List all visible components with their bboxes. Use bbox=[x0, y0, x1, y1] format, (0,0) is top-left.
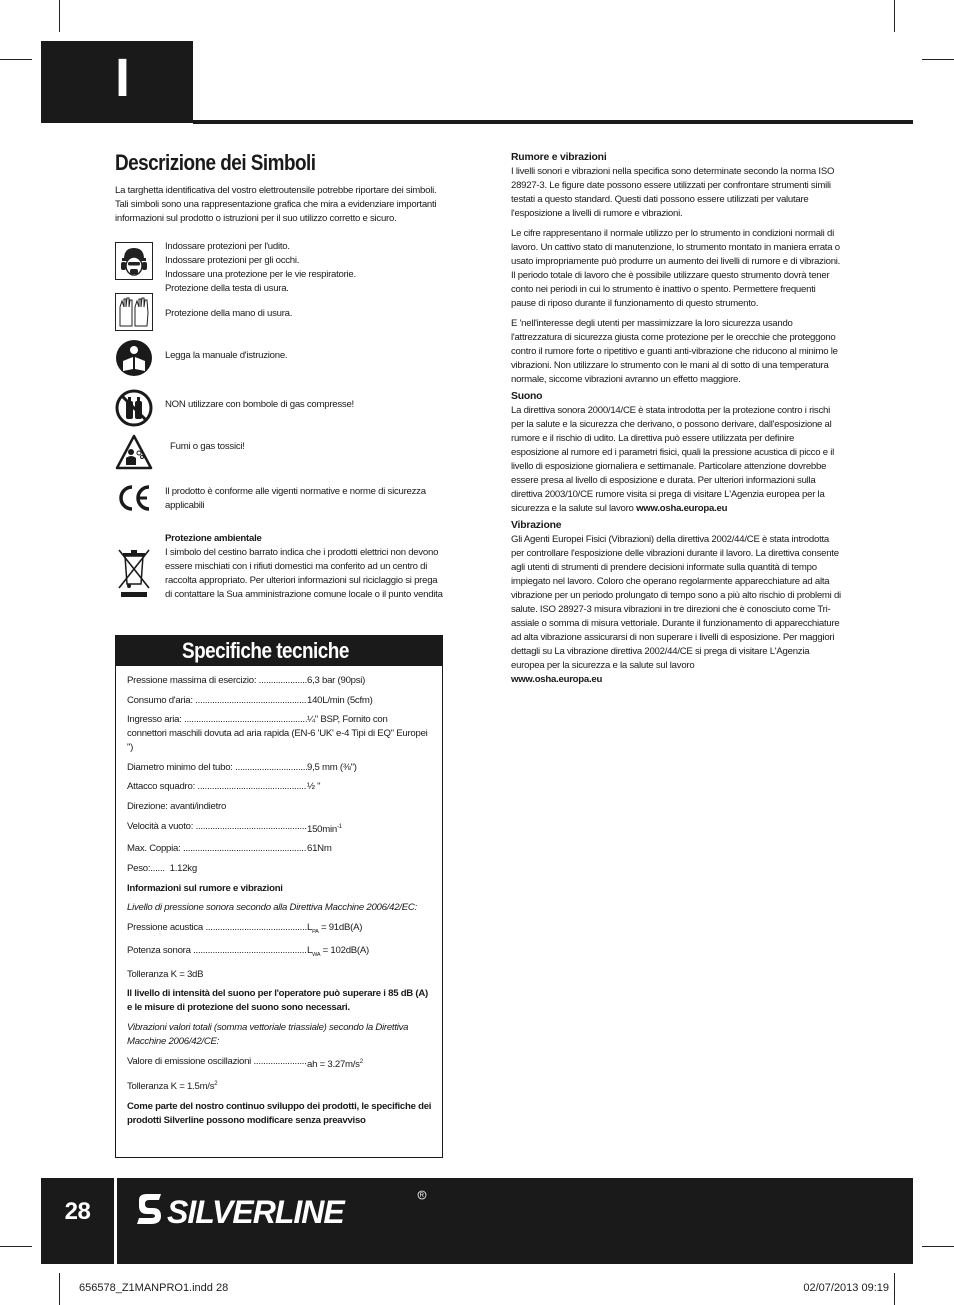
ce-text: Il prodotto è conforme alle vigenti normative e norme di sicurezza applicabili bbox=[165, 486, 426, 511]
spec-label: Velocità a vuoto: ..... bbox=[127, 820, 307, 837]
toxic-text: Fumi o gas tossici! bbox=[170, 441, 245, 452]
spec-label: Potenza sonora ..... bbox=[127, 944, 307, 962]
spec-air-consumption bbox=[127, 694, 432, 708]
spec-no-load-speed bbox=[127, 820, 432, 837]
spec-value bbox=[307, 1055, 363, 1072]
spec-value bbox=[307, 944, 369, 962]
spec-value-sup: 2 bbox=[359, 1058, 363, 1065]
silverline-logo bbox=[135, 1186, 435, 1236]
footer-bar bbox=[41, 1178, 913, 1264]
specifications-body bbox=[116, 666, 442, 1128]
top-rule bbox=[193, 120, 913, 124]
paragraph bbox=[511, 404, 841, 516]
spec-value-symbol: L bbox=[307, 921, 313, 933]
environment-title: Protezione ambientale bbox=[165, 533, 262, 544]
no-gas-cylinder-icon bbox=[115, 389, 153, 427]
paragraph-text: La direttiva sonora 2000/14/CE è stata introdotta per la protezione contro i rischi per la salute e la sicurezza che derivano, o possono derivare, dall'esposizione al rumore e il rischio di udito. La direttiva può essere utilizzata per definire esposizione al rumore ed i parametri fisici, quali la pressione acustica di picco e il livello di esposizione giornaliera e settimanale. Particolare attenzione dovrebbe essere presa al livello di esposizione e durata. Per ulteriori informazioni sulla direttiva 2003/10/CE rumore visita si prega di visitare L'Agenzia europea per la sicurezza e la salute sul lavoro bbox=[511, 405, 834, 514]
spec-vibration-emission bbox=[127, 1055, 432, 1072]
spec-value-symbol: L bbox=[307, 945, 313, 957]
spec-label: Pressione massima di esercizio: ..... bbox=[127, 674, 307, 688]
environment-body: I simbolo del cestino barrato indica che i prodotti elettrici non devono essere mischiati con i rifiuti domestici ma conferito ad un centro di raccolta appropriato. Per ulteriori informazioni sul riciclaggio si prega di contattare la Sua amministrazione comune locale o il punto vendita bbox=[165, 547, 443, 600]
crop-mark bbox=[59, 0, 60, 32]
osha-link[interactable]: www.osha.europa.eu bbox=[511, 674, 603, 685]
spec-value: 9,5 mm (⅜") bbox=[307, 761, 357, 773]
symbols-section bbox=[115, 150, 445, 600]
spec-tolerance-sound: Tolleranza K = 3dB bbox=[127, 968, 204, 980]
vibration-note: Vibrazioni valori totali (somma vettoriale triassiale) secondo la Direttiva Macchine 2006/42/CE: bbox=[127, 1021, 409, 1047]
specifications-header bbox=[116, 636, 442, 666]
ppe-icon bbox=[115, 242, 153, 280]
spec-direction: Direzione: avanti/indietro bbox=[127, 800, 227, 812]
gas-text: NON utilizzare con bombole di gas compresse! bbox=[165, 399, 354, 410]
footer-separator bbox=[114, 1178, 117, 1264]
spec-label: Max. Coppia: ..... bbox=[127, 842, 307, 856]
language-tab bbox=[41, 41, 193, 123]
heading-noise-vibration: Rumore e vibrazioni bbox=[511, 152, 607, 163]
gloves-icon bbox=[115, 293, 153, 331]
spec-value: 61Nm bbox=[307, 843, 332, 855]
ppe-line: Indossare protezioni per gli occhi. bbox=[165, 255, 300, 266]
spec-sound-pressure bbox=[127, 921, 432, 939]
manual-text: Legga la manuale d'istruzione. bbox=[165, 350, 288, 361]
symbols-intro: La targhetta identificativa del vostro elettroutensile potrebbe riportare dei simboli. Tali simboli sono una rappresentazione grafica che mira a evidenziare importanti informazioni sul prodotto o istruzioni per il suo utilizzo corretto e sicuro. bbox=[115, 185, 437, 224]
spec-air-inlet-detail: connettori maschili dovuta ad aria rapida (EN-6 'UK' e-4 Tipi di EQ" Europei ") bbox=[127, 728, 428, 754]
crop-mark bbox=[922, 59, 954, 60]
spec-value-sup: -1 bbox=[336, 823, 342, 830]
crop-mark bbox=[59, 1273, 60, 1305]
spec-value bbox=[307, 921, 362, 939]
spec-pressure bbox=[127, 674, 432, 688]
gloves-text: Protezione della mano di usura. bbox=[165, 308, 293, 319]
ppe-line: Indossare protezioni per l'udito. bbox=[165, 241, 290, 252]
spec-tolerance-vibration bbox=[127, 1077, 432, 1094]
page-number: 28 bbox=[64, 1198, 91, 1225]
noise-vibration-heading: Informazioni sul rumore e vibrazioni bbox=[127, 882, 283, 894]
language-code: I bbox=[115, 48, 131, 108]
spec-value-sub: WA bbox=[312, 952, 321, 959]
heading-vibration: Vibrazione bbox=[511, 520, 562, 531]
environment-text bbox=[165, 532, 445, 602]
spec-value-text: Tolleranza K = 1.5m/s bbox=[127, 1081, 215, 1093]
spec-label: Ingresso aria: ..... bbox=[127, 713, 307, 727]
spec-value-text: = 102dB(A) bbox=[320, 945, 369, 957]
spec-label: Pressione acustica ..... bbox=[127, 921, 307, 939]
spec-value: 6,3 bar (90psi) bbox=[307, 675, 366, 686]
specifications-title: Specifiche tecniche bbox=[182, 638, 349, 663]
spec-sound-power bbox=[127, 944, 432, 962]
spec-value-sup: 2 bbox=[214, 1081, 218, 1088]
svg-text:R: R bbox=[419, 1193, 424, 1199]
specifications-box bbox=[115, 635, 443, 1158]
spec-value-text: = 91dB(A) bbox=[318, 921, 363, 933]
spec-value bbox=[307, 820, 342, 837]
ce-mark-icon bbox=[115, 479, 153, 517]
spec-value: 1.12kg bbox=[169, 862, 197, 874]
spec-label: Valore di emissione oscillazioni ..... bbox=[127, 1055, 307, 1072]
spec-change-notice: Come parte del nostro continuo sviluppo dei prodotti, le specifiche dei prodotti Silverline possono modificare senza preavviso bbox=[127, 1101, 432, 1127]
paragraph: I livelli sonori e vibrazioni nella specifica sono determinate secondo la norma ISO 28927-3. Le figure date possono essere utilizzati per confrontare strumenti simili testati a questo standard. Questi dati possono essere utilizzati per valutare l'esposizione a livelli di rumore e vibrazioni. bbox=[511, 166, 835, 219]
spec-value-text: ah = 3.27m/s bbox=[307, 1058, 360, 1070]
spec-max-torque bbox=[127, 842, 432, 856]
osha-link[interactable]: www.osha.europa.eu bbox=[636, 503, 728, 514]
spec-weight bbox=[127, 862, 432, 876]
crop-mark bbox=[0, 1246, 32, 1247]
spec-label: Peso:...... bbox=[127, 862, 165, 874]
spec-air-inlet bbox=[127, 713, 432, 727]
spec-label: Diametro minimo del tubo: ..... bbox=[127, 761, 307, 775]
paragraph: E 'nell'interesse degli utenti per massimizzare la loro sicurezza usando l'attrezzatura di sicurezza giusta come protezione per le orecchie che proteggono contro il rumore forte o ripetitivo e guanti anti-vibrazione che riducono al minimo le vibrazioni. Non utilizzare lo strumento con le mani al di sotto di una temperatura normale, siccome vibrazioni avranno un effetto maggiore. bbox=[511, 318, 838, 385]
read-manual-icon bbox=[115, 339, 153, 377]
spec-hose-diameter bbox=[127, 761, 432, 775]
spec-label: Attacco squadro: ..... bbox=[127, 780, 307, 794]
spec-value: 140L/min (5cfm) bbox=[307, 694, 373, 706]
spec-value-text: 150min bbox=[307, 823, 337, 835]
spec-square-drive bbox=[127, 780, 432, 794]
toxic-fumes-icon bbox=[115, 433, 153, 471]
noise-vibration-section bbox=[511, 151, 841, 693]
heading-sound: Suono bbox=[511, 391, 543, 402]
crop-mark bbox=[894, 0, 895, 32]
paragraph: Le cifre rappresentano il normale utilizzo per lo strumento in condizioni normali di lavoro. Un cattivo stato di manutenzione, lo strumento montato in maniera errata o usato impropriamente può produrre un aumento dei livelli di rumore e di vibrazioni. Il periodo totale di lavoro che è possibile utilizzare questo strumento dovrà tener conto nei periodi in cui lo strumento è inattivo o spento. Permettere frequenti pause di riposo durante il funzionamento di questo strumento. bbox=[511, 228, 841, 309]
crop-mark bbox=[922, 1246, 954, 1247]
section-title: Descrizione dei Simboli bbox=[115, 150, 316, 175]
ppe-line: Indossare una protezione per le vie respiratorie. bbox=[165, 269, 356, 280]
noise-warning: Il livello di intensità del suono per l'operatore può superare i 85 dB (A) e le misure di protezione del suono sono necessari. bbox=[127, 988, 428, 1014]
spec-label: Consumo d'aria: ..... bbox=[127, 694, 307, 708]
file-slug: 656578_Z1MANPRO1.indd 28 bbox=[79, 1282, 229, 1294]
spec-value: ½ " bbox=[307, 781, 321, 793]
ppe-text bbox=[165, 240, 445, 296]
crop-mark bbox=[894, 1273, 895, 1305]
paragraph-text: Gli Agenti Europei Fisici (Vibrazioni) della direttiva 2002/44/CE è stata introdotta per controllare l'esposizione delle vibrazioni durante il lavoro. La direttiva consente agli utenti di strumenti di prendere decisioni informate sulla quantità di tempo impiegato nel lavoro. Coloro che operano regolarmente apparecchiature ad alta vibrazione per un periodo prolungato di tempo sono a più alto rischio di problemi di salute. ISO 28927-3 misura vibrazioni in tre direzioni che è conosciuto come Tri-assiale o somma di misura vettoriale. Durante il funzionamento di apparecchiature ad alta vibrazione assicurarsi di non superare i livelli di esposizione. Per maggiori dettagli su La vibrazione direttiva 2002/44/CE si prega di visitare L'Agenzia europea per la sicurezza e la salute sul lavoro bbox=[511, 534, 841, 671]
ppe-line: Protezione della testa di usura. bbox=[165, 283, 289, 294]
crop-mark bbox=[0, 59, 32, 60]
paragraph bbox=[511, 533, 841, 687]
date-slug: 02/07/2013 09:19 bbox=[803, 1282, 889, 1294]
weee-bin-icon bbox=[115, 546, 153, 600]
logo-wordmark: SILVERLINE bbox=[167, 1194, 344, 1230]
sound-pressure-note: Livello di pressione sonora secondo alla Direttiva Macchine 2006/42/EC: bbox=[127, 902, 417, 914]
spec-value: ¼" BSP, Fornito con bbox=[307, 714, 388, 726]
spec-value-sub: PA bbox=[312, 928, 319, 935]
